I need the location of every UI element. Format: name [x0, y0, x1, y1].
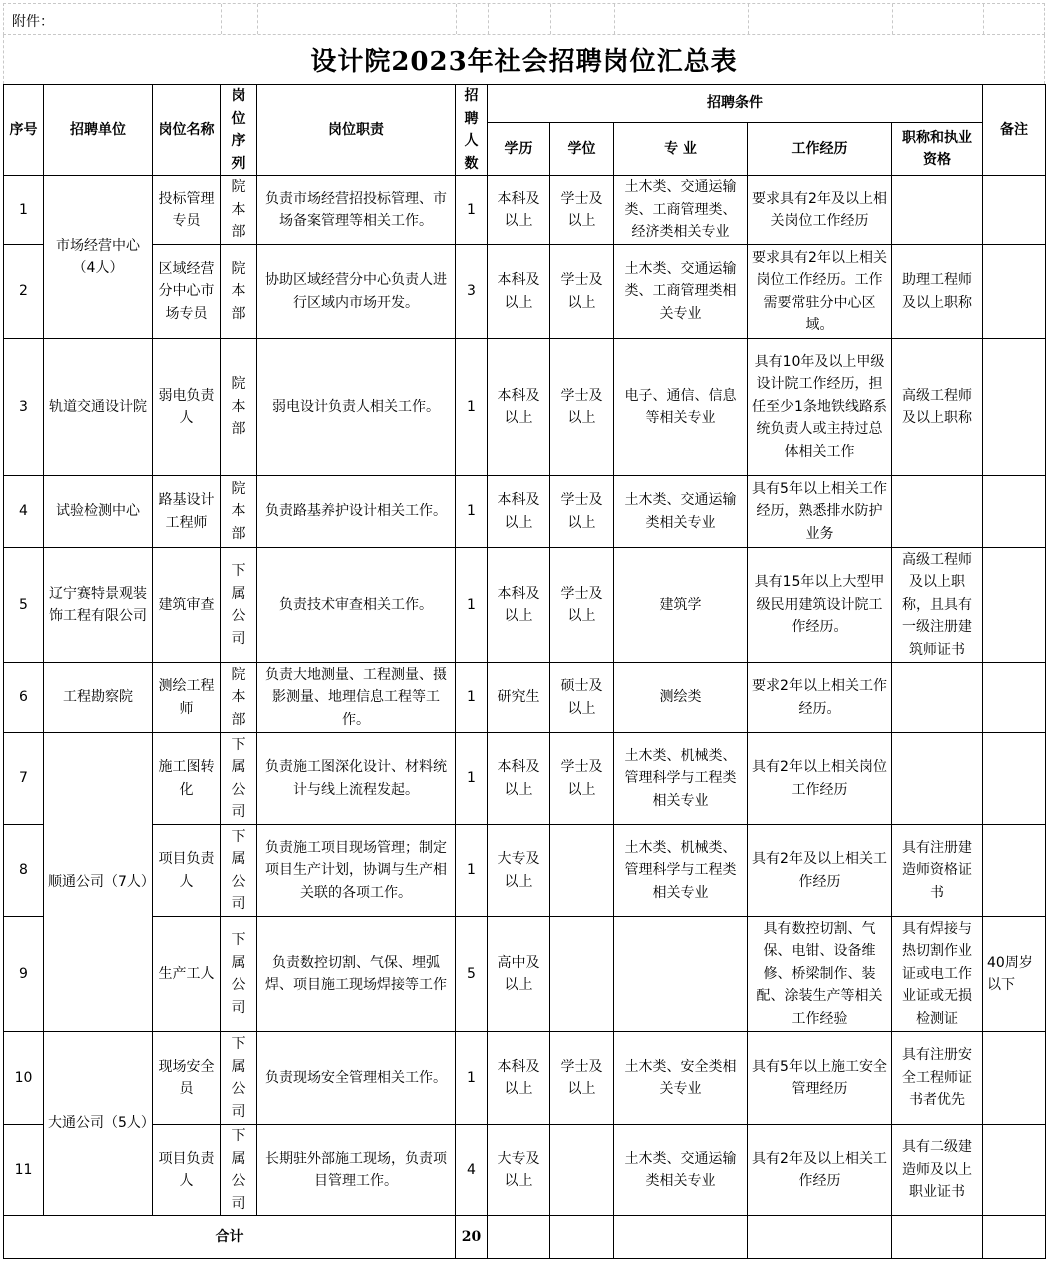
cell-position: 项目负责人 — [153, 825, 221, 917]
grid-divider — [221, 4, 222, 34]
cell-qualification: 具有注册建造师资格证书 — [892, 825, 983, 917]
cell-unit: 顺通公司（7人） — [44, 733, 153, 1032]
attachment-row — [3, 3, 1045, 35]
table-row — [4, 1032, 1046, 1125]
table-row — [4, 825, 1046, 917]
cell-qualification: 具有二级建造师及以上职业证书 — [892, 1125, 983, 1216]
cell-duty: 负责施工项目现场管理；制定项目生产计划，协调与生产相关联的各项工作。 — [257, 825, 456, 917]
cell-count: 4 — [456, 1125, 488, 1216]
table-row — [4, 1125, 1046, 1216]
cell-degree: 学士及以上 — [550, 245, 614, 339]
cell-remark — [983, 733, 1046, 825]
cell-experience: 具有2年及以上相关工作经历 — [748, 825, 892, 917]
table-row — [4, 245, 1046, 339]
cell-position: 现场安全员 — [153, 1032, 221, 1125]
cell-series: 下属公司 — [221, 825, 257, 917]
cell-count: 5 — [456, 917, 488, 1032]
cell-unit: 轨道交通设计院 — [44, 339, 153, 476]
cell-experience: 具有5年以上施工安全管理经历 — [748, 1032, 892, 1125]
header-conditions: 招聘条件 — [488, 85, 983, 123]
grid-divider — [257, 4, 258, 34]
header-seq: 序号 — [4, 85, 44, 176]
total-count: 20 — [456, 1216, 488, 1259]
header-remark: 备注 — [983, 85, 1046, 176]
cell-degree — [550, 1125, 614, 1216]
cell-major — [614, 917, 748, 1032]
cell-education: 本科及以上 — [488, 1032, 550, 1125]
recruitment-table — [3, 84, 1046, 1259]
cell-remark — [983, 825, 1046, 917]
header-position: 岗位名称 — [153, 85, 221, 176]
cell-duty: 协助区域经营分中心负责人进行区域内市场开发。 — [257, 245, 456, 339]
grid-divider — [550, 4, 551, 34]
cell-degree: 学士及以上 — [550, 476, 614, 548]
empty-cell — [614, 1216, 748, 1259]
cell-major: 土木类、交通运输类相关专业 — [614, 476, 748, 548]
attachment-label: 附件： — [12, 14, 54, 30]
cell-duty: 长期驻外部施工现场，负责项目管理工作。 — [257, 1125, 456, 1216]
cell-remark — [983, 245, 1046, 339]
cell-duty: 负责技术审查相关工作。 — [257, 548, 456, 663]
empty-cell — [550, 1216, 614, 1259]
cell-seq: 11 — [4, 1125, 44, 1216]
cell-duty: 负责大地测量、工程测量、摄影测量、地理信息工程等工作。 — [257, 663, 456, 733]
cell-seq: 8 — [4, 825, 44, 917]
cell-experience: 具有数控切割、气保、电钳、设备维修、桥梁制作、装配、涂装生产等相关工作经验 — [748, 917, 892, 1032]
cell-education: 本科及以上 — [488, 476, 550, 548]
cell-education: 本科及以上 — [488, 245, 550, 339]
cell-duty: 负责数控切割、气保、埋弧焊、项目施工现场焊接等工作 — [257, 917, 456, 1032]
cell-major: 电子、通信、信息等相关专业 — [614, 339, 748, 476]
cell-major: 土木类、安全类相关专业 — [614, 1032, 748, 1125]
table-row — [4, 733, 1046, 825]
cell-series: 下属公司 — [221, 733, 257, 825]
cell-education: 研究生 — [488, 663, 550, 733]
cell-education: 大专及以上 — [488, 825, 550, 917]
title-row — [3, 35, 1045, 84]
cell-remark — [983, 176, 1046, 245]
cell-duty: 负责施工图深化设计、材料统计与线上流程发起。 — [257, 733, 456, 825]
grid-divider — [456, 4, 457, 34]
cell-seq: 5 — [4, 548, 44, 663]
cell-remark — [983, 548, 1046, 663]
cell-seq: 3 — [4, 339, 44, 476]
cell-remark — [983, 1125, 1046, 1216]
table-row — [4, 476, 1046, 548]
header-degree: 学位 — [550, 123, 614, 176]
cell-qualification — [892, 733, 983, 825]
cell-unit: 试验检测中心 — [44, 476, 153, 548]
cell-remark — [983, 663, 1046, 733]
cell-experience: 要求具有2年以上相关岗位工作经历。工作需要常驻分中心区域。 — [748, 245, 892, 339]
cell-degree — [550, 825, 614, 917]
cell-qualification: 高级工程师及以上职称，且具有一级注册建筑师证书 — [892, 548, 983, 663]
cell-degree: 学士及以上 — [550, 1032, 614, 1125]
cell-remark — [983, 476, 1046, 548]
cell-qualification — [892, 176, 983, 245]
cell-count: 1 — [456, 548, 488, 663]
cell-series: 下属公司 — [221, 917, 257, 1032]
cell-series: 下属公司 — [221, 1125, 257, 1216]
cell-education: 本科及以上 — [488, 733, 550, 825]
cell-remark: 40周岁以下 — [983, 917, 1046, 1032]
total-row — [4, 1216, 1046, 1259]
cell-position: 生产工人 — [153, 917, 221, 1032]
grid-divider — [892, 4, 893, 34]
cell-degree: 学士及以上 — [550, 176, 614, 245]
cell-experience: 具有10年及以上甲级设计院工作经历，担任至少1条地铁线路系统负责人或主持过总体相关工作 — [748, 339, 892, 476]
cell-degree: 学士及以上 — [550, 733, 614, 825]
cell-degree: 硕士及以上 — [550, 663, 614, 733]
cell-unit: 辽宁赛特景观装饰工程有限公司 — [44, 548, 153, 663]
empty-cell — [748, 1216, 892, 1259]
cell-position: 项目负责人 — [153, 1125, 221, 1216]
cell-seq: 1 — [4, 176, 44, 245]
cell-position: 区域经营分中心市场专员 — [153, 245, 221, 339]
cell-count: 1 — [456, 176, 488, 245]
table-row — [4, 548, 1046, 663]
cell-count: 1 — [456, 663, 488, 733]
header-unit: 招聘单位 — [44, 85, 153, 176]
cell-position: 弱电负责人 — [153, 339, 221, 476]
cell-duty: 弱电设计负责人相关工作。 — [257, 339, 456, 476]
cell-seq: 9 — [4, 917, 44, 1032]
table-row — [4, 917, 1046, 1032]
empty-cell — [983, 1216, 1046, 1259]
cell-count: 3 — [456, 245, 488, 339]
cell-duty: 负责现场安全管理相关工作。 — [257, 1032, 456, 1125]
cell-experience: 具有5年以上相关工作经历，熟悉排水防护业务 — [748, 476, 892, 548]
cell-duty: 负责市场经营招投标管理、市场备案管理等相关工作。 — [257, 176, 456, 245]
cell-education: 本科及以上 — [488, 339, 550, 476]
cell-remark — [983, 1032, 1046, 1125]
cell-seq: 10 — [4, 1032, 44, 1125]
cell-position: 测绘工程师 — [153, 663, 221, 733]
cell-series: 院本部 — [221, 663, 257, 733]
cell-position: 投标管理专员 — [153, 176, 221, 245]
cell-series: 院本部 — [221, 245, 257, 339]
cell-count: 1 — [456, 733, 488, 825]
grid-divider — [983, 4, 984, 34]
cell-major: 土木类、机械类、管理科学与工程类相关专业 — [614, 825, 748, 917]
grid-divider — [614, 4, 615, 34]
cell-major: 测绘类 — [614, 663, 748, 733]
header-education: 学历 — [488, 123, 550, 176]
cell-position: 建筑审查 — [153, 548, 221, 663]
cell-qualification: 助理工程师及以上职称 — [892, 245, 983, 339]
cell-seq: 7 — [4, 733, 44, 825]
cell-experience: 要求2年以上相关工作经历。 — [748, 663, 892, 733]
cell-experience: 具有2年以上相关岗位工作经历 — [748, 733, 892, 825]
cell-experience: 具有15年以上大型甲级民用建筑设计院工作经历。 — [748, 548, 892, 663]
cell-degree: 学士及以上 — [550, 548, 614, 663]
cell-unit: 市场经营中心（4人） — [44, 176, 153, 339]
cell-count: 1 — [456, 476, 488, 548]
cell-series: 下属公司 — [221, 1032, 257, 1125]
header-series: 岗位序列 — [221, 85, 257, 176]
page-title: 设计院2023年社会招聘岗位汇总表 — [310, 47, 738, 77]
empty-cell — [488, 1216, 550, 1259]
header-duty: 岗位职责 — [257, 85, 456, 176]
cell-unit: 工程勘察院 — [44, 663, 153, 733]
cell-duty: 负责路基养护设计相关工作。 — [257, 476, 456, 548]
header-qualification: 职称和执业资格 — [892, 123, 983, 176]
cell-major: 土木类、交通运输类、工商管理类、经济类相关专业 — [614, 176, 748, 245]
total-label: 合计 — [4, 1216, 456, 1259]
cell-series: 院本部 — [221, 339, 257, 476]
cell-degree: 学士及以上 — [550, 339, 614, 476]
cell-count: 1 — [456, 825, 488, 917]
cell-position: 施工图转化 — [153, 733, 221, 825]
cell-seq: 6 — [4, 663, 44, 733]
empty-cell — [892, 1216, 983, 1259]
cell-count: 1 — [456, 1032, 488, 1125]
table-row — [4, 176, 1046, 245]
cell-count: 1 — [456, 339, 488, 476]
grid-divider — [488, 4, 489, 34]
cell-education: 高中及以上 — [488, 917, 550, 1032]
table-row — [4, 663, 1046, 733]
cell-major: 土木类、交通运输类、工商管理类相关专业 — [614, 245, 748, 339]
cell-remark — [983, 339, 1046, 476]
header-count: 招聘人数 — [456, 85, 488, 176]
table-row — [4, 339, 1046, 476]
cell-seq: 4 — [4, 476, 44, 548]
header-experience: 工作经历 — [748, 123, 892, 176]
grid-divider — [748, 4, 749, 34]
cell-experience: 要求具有2年及以上相关岗位工作经历 — [748, 176, 892, 245]
cell-major: 土木类、交通运输类相关专业 — [614, 1125, 748, 1216]
cell-education: 本科及以上 — [488, 548, 550, 663]
cell-qualification — [892, 663, 983, 733]
cell-education: 大专及以上 — [488, 1125, 550, 1216]
cell-qualification: 具有焊接与热切割作业证或电工作业证或无损检测证 — [892, 917, 983, 1032]
cell-qualification — [892, 476, 983, 548]
cell-seq: 2 — [4, 245, 44, 339]
cell-series: 院本部 — [221, 476, 257, 548]
cell-experience: 具有2年及以上相关工作经历 — [748, 1125, 892, 1216]
cell-degree — [550, 917, 614, 1032]
cell-major: 土木类、机械类、管理科学与工程类相关专业 — [614, 733, 748, 825]
cell-unit: 大通公司（5人） — [44, 1032, 153, 1216]
cell-qualification: 高级工程师及以上职称 — [892, 339, 983, 476]
cell-position: 路基设计工程师 — [153, 476, 221, 548]
cell-series: 下属公司 — [221, 548, 257, 663]
cell-qualification: 具有注册安全工程师证书者优先 — [892, 1032, 983, 1125]
cell-major: 建筑学 — [614, 548, 748, 663]
header-major: 专 业 — [614, 123, 748, 176]
cell-education: 本科及以上 — [488, 176, 550, 245]
cell-series: 院本部 — [221, 176, 257, 245]
